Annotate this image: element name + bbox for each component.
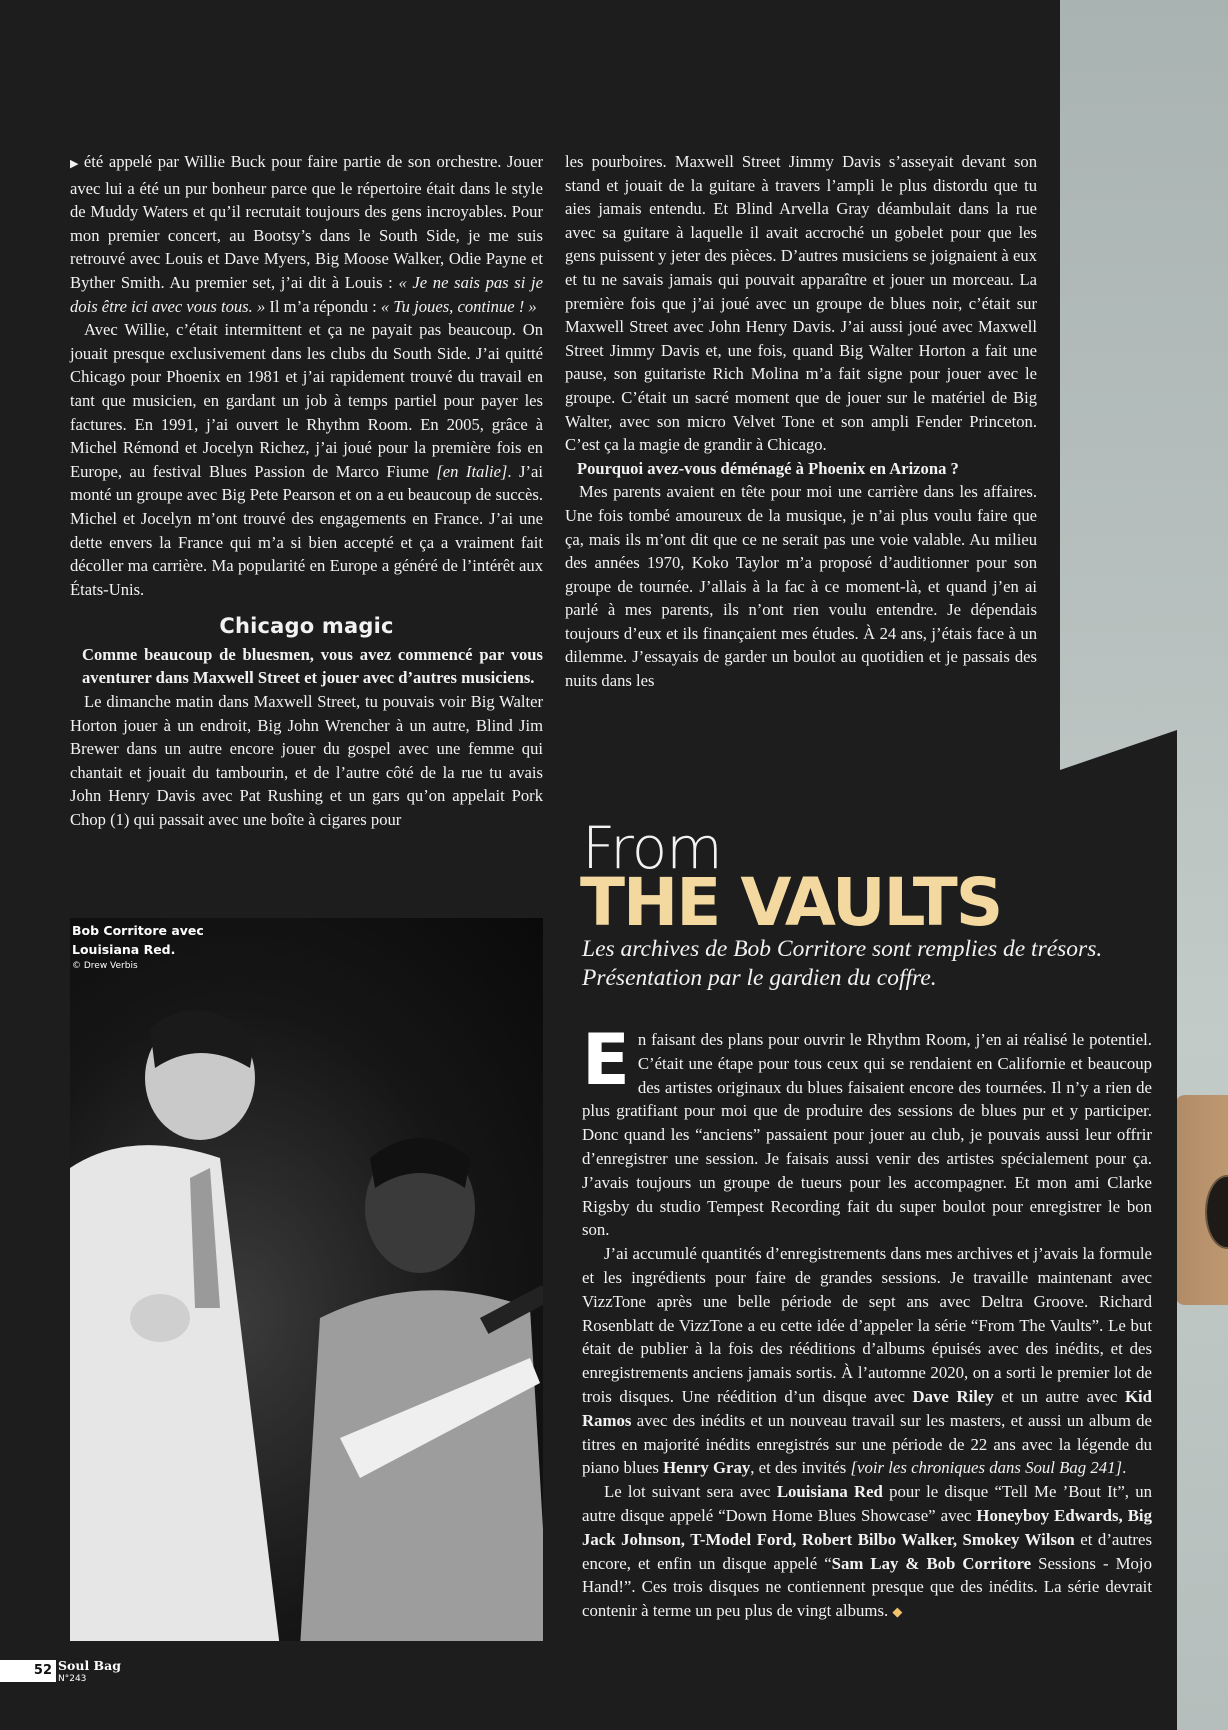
paragraph: Le lot suivant sera avec Louisiana Red pour le disque “Tell Me ’Bout It”, un autre disque appelé “Down Home Blues Showcase” avec Honeyboy Edwards, Big Jack Johnson, T-Model Ford, Robert Bilbo Walker, Smokey Wilson et d’autres encore, et enfin un disque appelé “Sam Lay & Bob Corritore Sessions - Mojo Hand!”. Ces trois disques ne contiennent presque que des inédits. La série devrait contenir à terme un peu plus de vingt albums. ◆ xyxy=(582,1482,1152,1621)
magazine-name: Soul Bag xyxy=(58,1658,121,1673)
end-mark-icon: ◆ xyxy=(892,1604,903,1620)
paragraph: J’ai accumulé quantités d’enregistrements dans mes archives et j’avais la formule et les ingrédients pour faire de grandes sessions. Je travaille maintenant avec VizzTone après une belle période de sept ans avec Deltra Groove. Richard Rosenblatt de VizzTone a eu cette idée d’appeler la série “From The Vaults”. Le but était de publier à la fois des rééditions d’albums épuisés avec des inédits, et des enregistrements anciens jamais sortis. À l’automne 2020, on a sorti le premier lot de trois disques. Une réédition d’un disque avec Dave Riley et un autre avec Kid Ramos avec des inédits et un nouveau travail sur les masters, et aussi un album de titres en majorité inédits enregistrés sur une période de 22 ans avec la légende du piano blues Henry Gray, et des invités [voir les chroniques dans Soul Bag 241]. xyxy=(582,1244,1152,1478)
paragraph: Le dimanche matin dans Maxwell Street, tu pouvais voir Big Walter Horton jouer à un endroit, Big John Wrencher à un autre, Blind Jim Brewer dans un autre encore jouer du gospel avec une femme qui chantait et jouait du tambourin, et de l’autre côté de la rue tu avais John Henry Davis avec Pat Rushing et un gars qu’on appelait Pork Chop (1) qui passait avec une boîte à cigares pour xyxy=(70,692,543,830)
paragraph: Mes parents avaient en tête pour moi une carrière dans les affaires. Une fois tombé amoureux de la musique, je n’ai plus voulu faire que ça, mais ils m’ont dit que ce ne serait pas une voie valable. Au milieu des années 1970, Koko Taylor m’a proposé d’auditionner pour son groupe de tournée. J’allais à la fac à ce moment-là, et quand j’en ai parlé à mes parents, ils n’ont rien voulu entendre. Je dépendais toujours d’eux et ils finançaient mes études. À 24 ans, j’étais face à un dilemme. J’essayais de garder un boulot au quotidien et je passais des nuits dans les xyxy=(565,482,1037,691)
sidebar-title-small: From xyxy=(582,814,722,882)
guitarist-figure xyxy=(300,1118,543,1641)
section-subheading: Chicago magic xyxy=(219,614,394,639)
page-number: 52 xyxy=(0,1660,56,1682)
paragraph: Avec Willie, c’était intermittent et ça ne payait pas beaucoup. On jouait presque exclusivement dans les clubs du South Side. J’ai quitté Chicago pour Phoenix en 1981 et j’ai rapidement trouvé du travail en tant que musicien, en gardant un job à temps partiel pour payer les factures. En 1991, j’ai ouvert le Rhythm Room. En 2005, grâce à Michel Rémond et Jocelyn Richez, j’ai joué pour la première fois en Europe, au festival Blues Passion de Marco Fiume [en Italie]. J’ai monté un groupe avec Big Pete Pearson et on a eu beaucoup de succès. Michel et Jocelyn m’ont trouvé des engagements en France. J’ai une dette envers la France qui m’a si bien accepté et ça a vraiment fait décoller ma carrière. Ma popularité en Europe a généré de l’intérêt aux États-Unis. xyxy=(70,320,543,599)
article-column-left xyxy=(70,150,543,832)
photo-credit: © Drew Verbis xyxy=(72,961,138,971)
interview-question: Comme beaucoup de bluesmen, vous avez commencé par vous aventurer dans Maxwell Street et jouer avec d’autres musiciens. xyxy=(82,644,543,688)
sidebar-body xyxy=(582,1019,1152,1624)
harmonica-player-figure xyxy=(70,1008,280,1641)
drop-cap: E xyxy=(582,1019,630,1101)
continuation-arrow-icon: ▶ xyxy=(70,158,80,170)
concert-photo xyxy=(70,918,543,1641)
photo-caption: Bob Corritore avec Louisiana Red. © Drew Verbis xyxy=(72,923,204,971)
issue-number: N°243 xyxy=(58,1674,87,1684)
interview-question: Pourquoi avez-vous déménagé à Phoenix en Arizona ? xyxy=(577,458,959,478)
paragraph: ▶ été appelé par Willie Buck pour faire partie de son orchestre. Jouer avec lui a été un pur bonheur parce que le répertoire était dans le style de Muddy Waters et qu’il recrutait toujours des gens incroyables. Pour mon premier concert, au Bootsy’s dans le South Side, je me suis retrouvé avec Louis et Dave Myers, Big Moose Walker, Odie Payne et Byther Smith. Au premier set, j’ai dit à Louis : « Je ne sais pas si je dois être ici avec vous tous. » Il m’a répondu : « Tu joues, continue ! » xyxy=(70,152,543,316)
paragraph: les pourboires. Maxwell Street Jimmy Davis s’asseyait devant son stand et jouait de la guitare à travers l’ampli le plus distordu que tu aies jamais entendu. Et Blind Arvella Gray déambulait dans la rue avec sa guitare à laquelle il avait accroché un gobelet pour que les gens puissent y jeter des pièces. D’autres musiciens se joignaient à eux et tu ne savais jamais qui pouvait apparaître et jouer un morceau. La première fois que j’ai joué avec un groupe de blues noir, c’était sur Maxwell Street avec John Henry Davis. J’ai aussi joué avec Maxwell Street Jimmy Davis et, une fois, quand Big Walter Horton a fait une pause, son guitariste Rich Molina m’a fait signe pour jouer avec le groupe. C’était un sacré moment que de jouer sur le matériel de Big Walter, avec son micro Velvet Tone et son ampli Fender Princeton. C’est ça la magie de grandir à Chicago. xyxy=(565,152,1037,455)
article-column-right xyxy=(565,150,1037,693)
paragraph: En faisant des plans pour ouvrir le Rhythm Room, j’en ai réalisé le potentiel. C’était une étape pour tous ceux qui se rendaient en Californie et beaucoup des artistes originaux du blues faisaient encore des tournées. Il n’y a rien de plus gratifiant pour moi que de produire des sessions de blues pur et y participer. Donc quand les “anciens” passaient pour jouer au club, je pouvais aussi leur offrir d’enregistrer une session. Je faisais aussi venir des artistes spécialement pour ça. J’avais toujours un groupe de tueurs pour les accompagner. Et mon ami Clarke Rigsby du studio Tempest Recording fait du super boulot pour enregistrer le bon son. xyxy=(582,1019,1152,1240)
sidebar-intro: Les archives de Bob Corritore sont remplies de trésors. Présentation par le gardien du coffre. xyxy=(582,936,1103,991)
sidebar-title: THE VAULTS xyxy=(580,864,1002,941)
